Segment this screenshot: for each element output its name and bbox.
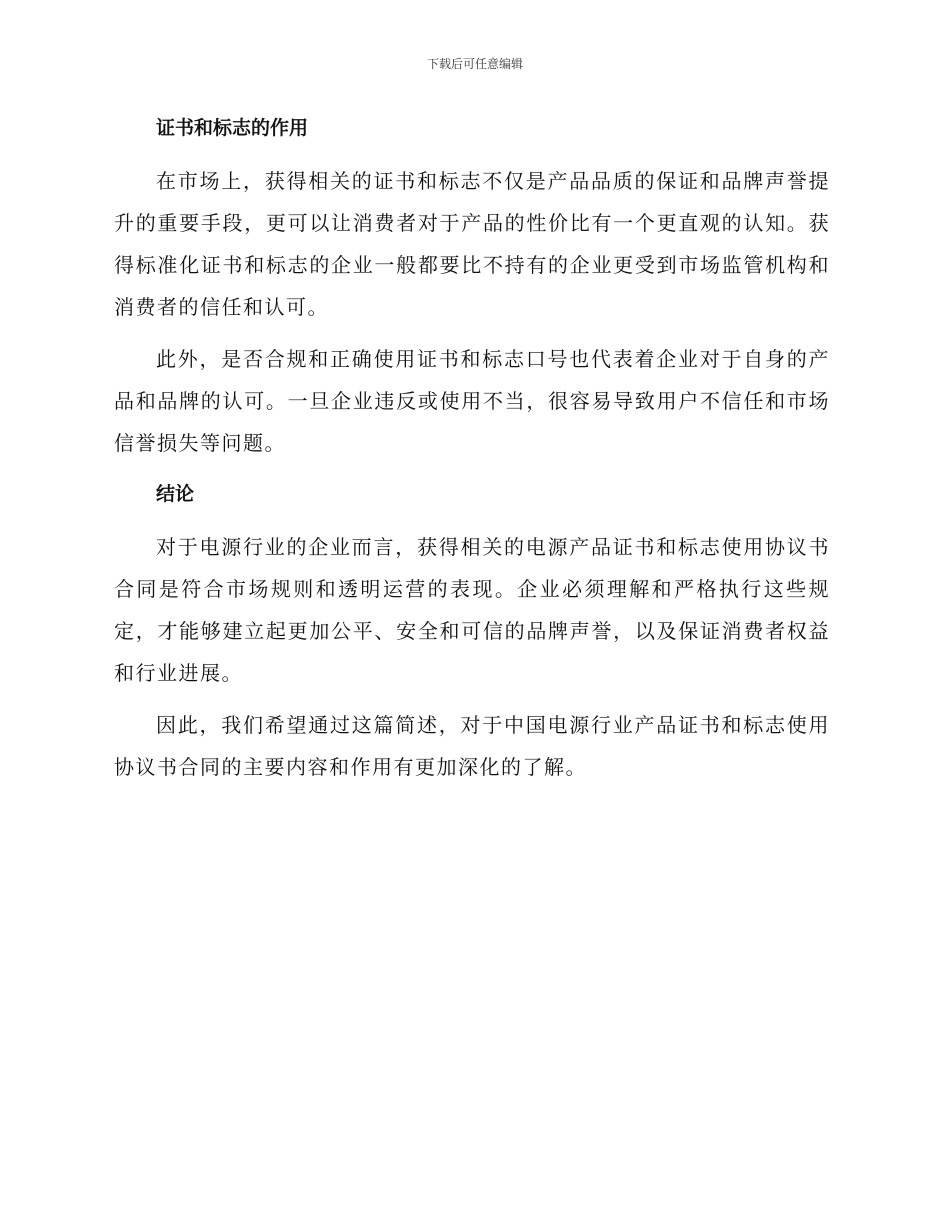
- paragraph: 因此，我们希望通过这篇简述，对于中国电源行业产品证书和标志使用协议书合同的主要内容和作用有更加深化的了解。: [114, 713, 830, 779]
- paragraph: 此外，是否合规和正确使用证书和标志口号也代表着企业对于自身的产品和品牌的认可。一旦企业违反或使用不当，很容易导致用户不信任和市场信誉损失等问题。: [114, 347, 830, 455]
- header-note: 下载后可任意编辑: [426, 57, 523, 71]
- paragraph: 在市场上，获得相关的证书和标志不仅是产品品质的保证和品牌声誉提升的重要手段，更可以让消费者对于产品的性价比有一个更直观的认知。获得标准化证书和标志的企业一般都要比不持有的企业更受到市场监管机构和消费者的信任和认可。: [114, 169, 830, 319]
- document-body: [114, 108, 830, 798]
- section-heading: 结论: [156, 483, 195, 505]
- paragraph: 对于电源行业的企业而言，获得相关的电源产品证书和标志使用协议书合同是符合市场规则和透明运营的表现。企业必须理解和严格执行这些规定，才能够建立起更加公平、安全和可信的品牌声誉，以及保证消费者权益和行业进展。: [114, 535, 830, 685]
- section-certificate-role: [114, 108, 830, 464]
- section-heading: 证书和标志的作用: [156, 117, 309, 139]
- section-conclusion: [114, 474, 830, 788]
